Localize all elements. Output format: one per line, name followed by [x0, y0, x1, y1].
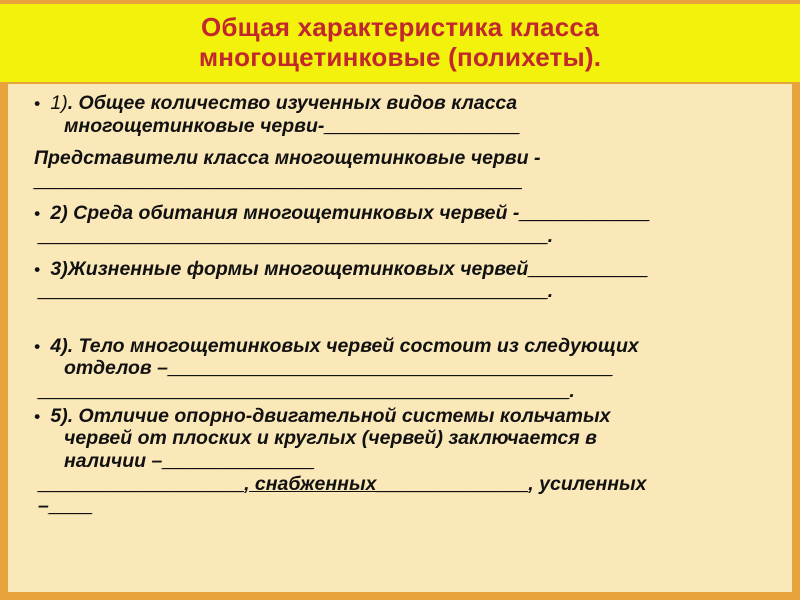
slide-title-line-1: Общая характеристика класса: [200, 12, 599, 43]
item-6-blank-d: ___________________: [38, 472, 245, 495]
spacer: [18, 250, 782, 258]
item-6-number: 5).: [50, 404, 74, 427]
item-1-line-2: [48, 115, 782, 138]
item-1-number: 1): [50, 92, 68, 114]
list-item: [18, 405, 782, 518]
item-6-text-a: Отличие опорно-двигательной системы кольчатых: [73, 404, 611, 427]
spacer: [18, 194, 782, 202]
item-4-text-a: Жизненные формы многощетинковых червей: [67, 257, 529, 280]
item-1-text-a: . Общее количество изученных видов класса: [67, 92, 518, 114]
item-3-text-a: Среда обитания многощетинковых червей -: [67, 202, 520, 225]
item-6-blank-c: ______________: [162, 449, 315, 472]
item-3-tail: .: [547, 225, 554, 248]
slide-title: [159, 13, 641, 73]
item-3-blank-b: _______________________________________________: [38, 225, 548, 248]
item-3-line-2: [38, 225, 782, 248]
item-3-number: 2): [50, 202, 68, 225]
slide-title-bar: [0, 4, 800, 82]
item-6-text-f: –: [38, 495, 49, 518]
list-item: [18, 258, 782, 303]
item-5-blank-c: _________________________________________________: [38, 380, 570, 403]
item-6-line-2: червей от плоских и круглых (червей) заключается в: [64, 427, 597, 450]
item-6-blank-f: ____: [48, 495, 93, 518]
item-4-blank-b: _______________________________________________: [38, 280, 548, 303]
item-6-text-e: , усиленных: [528, 472, 647, 495]
item-1-text-b: многощетинковые черви-: [64, 114, 325, 137]
item-5-tail: .: [569, 380, 575, 403]
item-5-line-3: [38, 380, 782, 403]
item-2-blank-b: _____________________________________________: [34, 169, 523, 192]
item-5-text-a: Тело многощетинковых червей состоит из следующих: [73, 334, 639, 357]
item-5-number: 4).: [50, 334, 74, 357]
item-4-tail: .: [547, 280, 554, 303]
item-6-line-5: [38, 495, 782, 518]
item-1-blank-b: __________________: [324, 114, 520, 137]
list-item: [18, 202, 782, 247]
item-4-blank-a: ___________: [528, 257, 648, 280]
spacer: [18, 139, 782, 147]
item-5-blank-b: _________________________________________: [167, 357, 613, 380]
item-3-blank-a: ____________: [519, 202, 650, 225]
spacer: [18, 305, 782, 335]
item-4-number: 3): [50, 257, 68, 280]
item-6-blank-e: ______________: [376, 472, 529, 495]
item-4-line-2: [38, 280, 782, 303]
item-6-text-c: наличии –: [64, 449, 163, 472]
item-6-text-d: , снабженных: [244, 472, 377, 495]
item-2-text-a: Представители класса многощетинковые черви -: [34, 147, 541, 170]
slide-body: [8, 84, 792, 592]
item-5-text-b: отделов –: [64, 357, 168, 380]
list-item: [18, 335, 782, 403]
list-item: [18, 92, 782, 137]
slide-title-line-2: многощетинковые (полихеты).: [198, 42, 602, 72]
item-5-line-2: [48, 357, 782, 380]
item-6-line-4: [38, 472, 782, 496]
list-item: [18, 147, 782, 192]
item-6-line-3: [48, 450, 782, 473]
